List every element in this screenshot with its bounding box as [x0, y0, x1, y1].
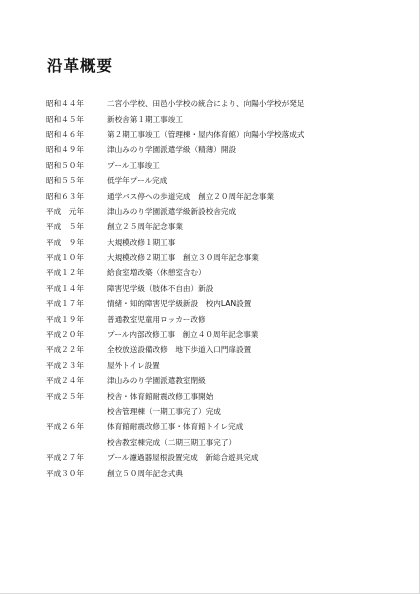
history-row: [46, 281, 406, 296]
history-era: 平成２６年: [46, 422, 84, 432]
history-list: [46, 96, 406, 481]
history-row: [46, 311, 406, 326]
history-era: 平成１０年: [46, 253, 84, 263]
history-row: [46, 465, 406, 480]
history-row: [46, 450, 406, 465]
history-event: 津山みのり学園派遣学級新設校舎完成: [107, 206, 237, 216]
history-row: [46, 265, 406, 280]
history-era: 平成 ９年: [46, 237, 84, 247]
history-era: 平成 ５年: [46, 222, 84, 232]
history-row: [46, 388, 406, 403]
history-row: [46, 358, 406, 373]
history-row: [46, 158, 406, 173]
history-era: 平成１２年: [46, 268, 84, 278]
history-row: [46, 250, 406, 265]
history-event: 通学バス停への歩道完成 創立２０周年記念事業: [107, 191, 275, 201]
history-era: 平成３０年: [46, 468, 84, 478]
history-era: 平成２３年: [46, 360, 84, 370]
history-row: [46, 404, 406, 419]
history-event: 普通教室児童用ロッカー改修: [107, 314, 206, 324]
history-era: 昭和４６年: [46, 129, 84, 139]
history-row: [46, 327, 406, 342]
history-event: 校舎管理棟（一期工事完了）完成: [107, 407, 221, 416]
history-row: [46, 235, 406, 250]
history-event: プール内部改修工事 創立４０周年記念事業: [107, 330, 259, 340]
history-event: 体育館耐震改修工事・体育館トイレ完成: [107, 422, 244, 432]
history-row: [46, 173, 406, 188]
history-row: [46, 219, 406, 234]
history-event: 新校舎第１期工事竣工: [107, 114, 183, 124]
history-event: 第２期工事竣工（管理棟・屋内体育館）向陽小学校落成式: [107, 129, 305, 139]
history-era: 平成１４年: [46, 283, 84, 293]
history-era: 平成 元年: [46, 206, 84, 216]
history-era: 昭和５０年: [46, 160, 84, 170]
history-event: 障害児学級（肢体不自由）新設: [107, 283, 214, 293]
history-era: 平成２７年: [46, 453, 84, 463]
history-era: 平成２４年: [46, 376, 84, 386]
history-event: プール濾過器屋根設置完成 新総合遊具完成: [107, 453, 259, 463]
history-event: 二宮小学校、田邑小学校の統合により、向陽小学校が発足: [107, 99, 305, 109]
history-event: 創立２５周年記念事業: [107, 222, 183, 232]
history-event: 情緒・知的障害児学級新設 校内LAN設置: [107, 299, 252, 309]
history-row: [46, 373, 406, 388]
history-era: 平成２０年: [46, 330, 84, 340]
history-row: [46, 142, 406, 157]
history-event: 大規模改修２期工事 創立３０周年記念事業: [107, 253, 259, 263]
page-title: 沿革概要: [47, 57, 114, 75]
history-row: [46, 188, 406, 203]
history-event: 全校放送設備改修 地下歩道入口門扉設置: [107, 345, 252, 355]
history-era: 平成２５年: [46, 391, 84, 401]
history-event: 津山みのり学園派遣教室閉級: [107, 376, 206, 386]
history-event: 創立５０周年記念式典: [107, 468, 183, 478]
history-event: 給食室増改築（休憩室含む）: [107, 268, 206, 278]
history-era: 昭和４９年: [46, 145, 84, 155]
history-era: 昭和６３年: [46, 191, 84, 201]
history-era: 昭和４５年: [46, 114, 84, 124]
history-era: 昭和５５年: [46, 176, 84, 186]
history-era: 平成１７年: [46, 299, 84, 309]
history-event: 校舎・体育館耐震改修工事開始: [107, 391, 214, 401]
history-event: 屋外トイレ設置: [107, 360, 160, 370]
history-event: 大規模改修１期工事: [107, 237, 176, 247]
history-row: [46, 435, 406, 450]
history-event: 津山みのり学園派遣学級（精薄）開設: [107, 145, 237, 155]
history-row: [46, 296, 406, 311]
history-era: 平成１９年: [46, 314, 84, 324]
history-row: [46, 419, 406, 434]
history-event: 低学年プール完成: [107, 176, 168, 186]
history-row: [46, 127, 406, 142]
history-event: プール工事竣工: [107, 160, 160, 170]
history-era: 昭和４４年: [46, 99, 84, 109]
history-era: 平成２２年: [46, 345, 84, 355]
history-row: [46, 111, 406, 126]
history-row: [46, 342, 406, 357]
history-row: [46, 204, 406, 219]
history-row: [46, 96, 406, 111]
history-event: 校舎教室棟完成（二期三期工事完了）: [107, 437, 237, 447]
